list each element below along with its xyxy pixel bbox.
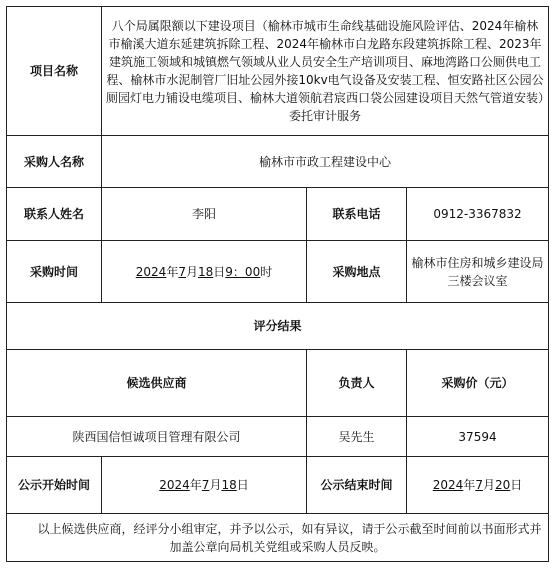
notice-row bbox=[7, 514, 549, 562]
purchaser-row bbox=[7, 136, 549, 188]
procurement-day: 18 bbox=[198, 264, 214, 279]
start-year-unit: 年 bbox=[189, 478, 202, 492]
person-header: 负责人 bbox=[307, 350, 407, 417]
end-year: 2024 bbox=[432, 478, 464, 492]
purchaser-name-value: 榆林市市政工程建设中心 bbox=[102, 136, 549, 188]
publicity-row bbox=[7, 457, 549, 514]
procurement-time-value bbox=[102, 241, 307, 303]
contact-name-label: 联系人姓名 bbox=[7, 188, 102, 241]
result-title: 评分结果 bbox=[7, 303, 549, 350]
person-value: 吴先生 bbox=[307, 417, 407, 457]
publicity-end-label: 公示结束时间 bbox=[307, 457, 407, 514]
purchaser-name-label: 采购人名称 bbox=[7, 136, 102, 188]
start-day-unit: 日 bbox=[236, 478, 249, 492]
procurement-day-unit: 日 bbox=[213, 264, 226, 279]
start-year: 2024 bbox=[159, 478, 190, 492]
supplier-header: 候选供应商 bbox=[7, 350, 307, 417]
end-day-unit: 日 bbox=[510, 478, 523, 492]
start-month-unit: 月 bbox=[209, 478, 222, 492]
end-day: 20 bbox=[494, 478, 511, 492]
procurement-place-label: 采购地点 bbox=[307, 241, 407, 303]
project-name-value: 八个局属限额以下建设项目（榆林市城市生命线基础设施风险评估、2024年榆林市榆溪大道东延建筑拆除工程、2024年榆林市白龙路东段建筑拆除工程、2023年建筑施工领域和城镇燃气领域从业人员安全生产培训项目、麻地湾路口公厕供电工程、榆林市水泥制管厂旧址公园外接10kv电气设备及安装工程、恒安路社区公园公厕园灯电力铺设电缆项目、榆林大道领航君宸西口袋公园建设项目天然气管道安装）委托审计服务 bbox=[102, 7, 549, 136]
procurement-result-table bbox=[6, 6, 549, 562]
procurement-month: 7 bbox=[178, 264, 186, 279]
publicity-end-value bbox=[407, 457, 549, 514]
start-month: 7 bbox=[201, 478, 210, 492]
contact-phone-value: 0912-3367832 bbox=[407, 188, 549, 241]
procurement-place-value: 榆林市住房和城乡建设局三楼会议室 bbox=[407, 241, 549, 303]
contact-row bbox=[7, 188, 549, 241]
contact-name-value: 李阳 bbox=[102, 188, 307, 241]
result-data-row bbox=[7, 417, 549, 457]
procurement-year-unit: 年 bbox=[166, 264, 179, 279]
end-year-unit: 年 bbox=[463, 478, 476, 492]
result-header-row bbox=[7, 350, 549, 417]
procurement-clock-unit: 时 bbox=[260, 264, 273, 279]
publicity-start-value bbox=[102, 457, 307, 514]
procurement-row bbox=[7, 241, 549, 303]
end-month-unit: 月 bbox=[482, 478, 495, 492]
end-month: 7 bbox=[475, 478, 483, 492]
start-day: 18 bbox=[221, 478, 237, 492]
procurement-clock: 9：00 bbox=[225, 264, 261, 279]
publicity-start-label: 公示开始时间 bbox=[7, 457, 102, 514]
supplier-value: 陕西国信恒诚项目管理有限公司 bbox=[7, 417, 307, 457]
price-header: 采购价（元） bbox=[407, 350, 549, 417]
result-title-row bbox=[7, 303, 549, 350]
procurement-month-unit: 月 bbox=[185, 264, 198, 279]
procurement-time-label: 采购时间 bbox=[7, 241, 102, 303]
project-name-label: 项目名称 bbox=[7, 7, 102, 136]
project-row bbox=[7, 7, 549, 136]
contact-phone-label: 联系电话 bbox=[307, 188, 407, 241]
notice-text: 以上候选供应商，经评分小组审定，并予以公示，如有异议，请于公示截至时间前以书面形式并加盖公章向局机关党组或采购人员反映。 bbox=[7, 514, 549, 562]
procurement-year: 2024 bbox=[135, 264, 167, 279]
price-value: 37594 bbox=[407, 417, 549, 457]
